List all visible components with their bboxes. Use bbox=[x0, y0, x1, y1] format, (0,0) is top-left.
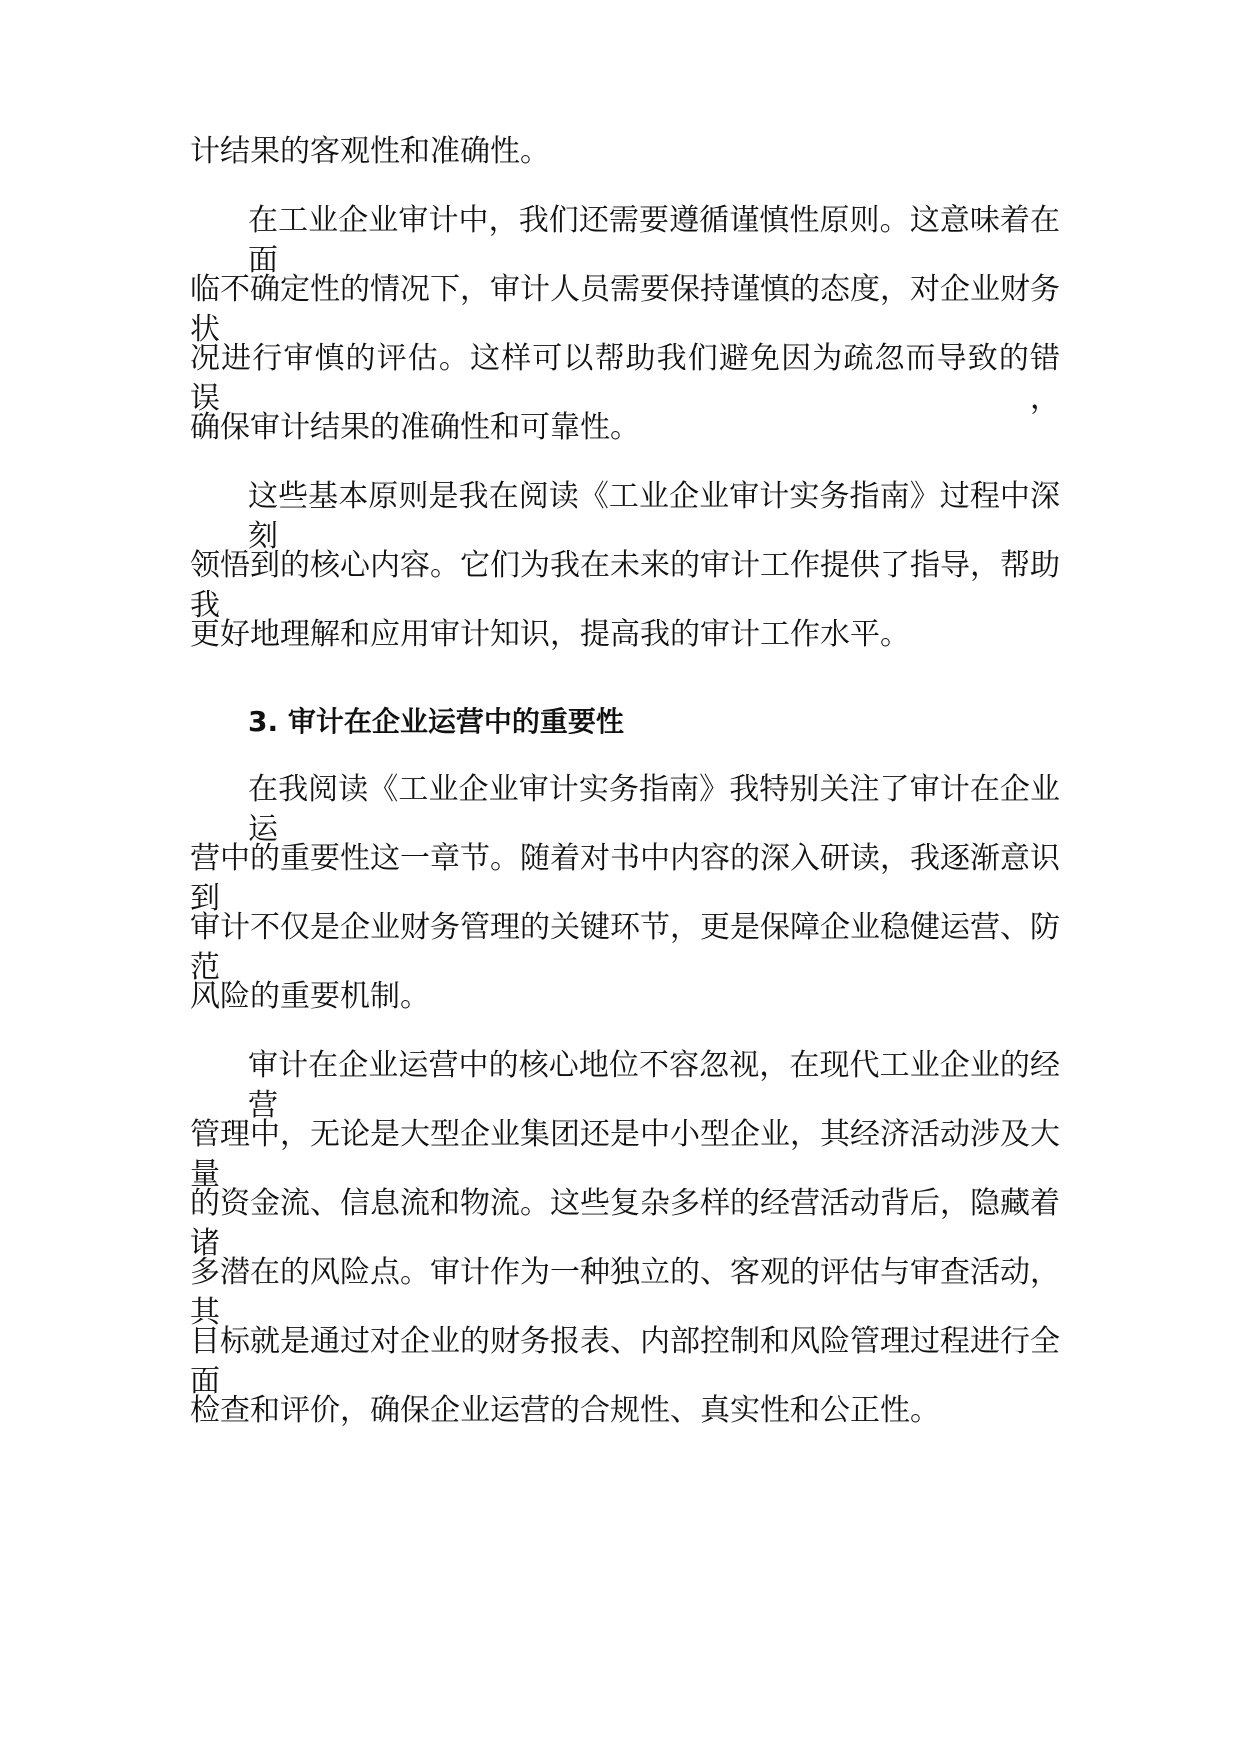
paragraph-line: 的资金流、信息流和物流。这些复杂多样的经营活动背后，隐藏着诸 bbox=[190, 1186, 1060, 1261]
paragraph-line: 审计不仅是企业财务管理的关键环节，更是保障企业稳健运营、防范 bbox=[190, 910, 1060, 985]
paragraph-line: 在我阅读《工业企业审计实务指南》我特别关注了审计在企业运 bbox=[248, 772, 1060, 847]
section-heading: 3. 审计在企业运营中的重要性 bbox=[248, 705, 624, 738]
paragraph-line: 目标就是通过对企业的财务报表、内部控制和风险管理过程进行全面 bbox=[190, 1324, 1060, 1399]
paragraph-line: 管理中，无论是大型企业集团还是中小型企业，其经济活动涉及大量 bbox=[190, 1117, 1060, 1192]
paragraph-line: 况进行审慎的评估。这样可以帮助我们避免因为疏忽而导致的错误， bbox=[190, 341, 1060, 416]
paragraph-line: 计结果的客观性和准确性。 bbox=[190, 134, 550, 169]
paragraph-line: 审计在企业运营中的核心地位不容忽视，在现代工业企业的经营 bbox=[248, 1048, 1060, 1123]
paragraph-line: 确保审计结果的准确性和可靠性。 bbox=[190, 410, 640, 445]
paragraph-line: 风险的重要机制。 bbox=[190, 979, 430, 1014]
paragraph-line: 营中的重要性这一章节。随着对书中内容的深入研读，我逐渐意识到 bbox=[190, 841, 1060, 916]
paragraph-line: 在工业企业审计中，我们还需要遵循谨慎性原则。这意味着在面 bbox=[248, 203, 1060, 278]
paragraph-line: 这些基本原则是我在阅读《工业企业审计实务指南》过程中深刻 bbox=[248, 479, 1060, 554]
paragraph-line: 多潜在的风险点。审计作为一种独立的、客观的评估与审查活动，其 bbox=[190, 1255, 1060, 1330]
paragraph-line: 临不确定性的情况下，审计人员需要保持谨慎的态度，对企业财务状 bbox=[190, 272, 1060, 347]
paragraph-line: 检查和评价，确保企业运营的合规性、真实性和公正性。 bbox=[190, 1393, 940, 1428]
paragraph-line: 更好地理解和应用审计知识，提高我的审计工作水平。 bbox=[190, 617, 910, 652]
paragraph-line: 领悟到的核心内容。它们为我在未来的审计工作提供了指导，帮助我 bbox=[190, 548, 1060, 623]
